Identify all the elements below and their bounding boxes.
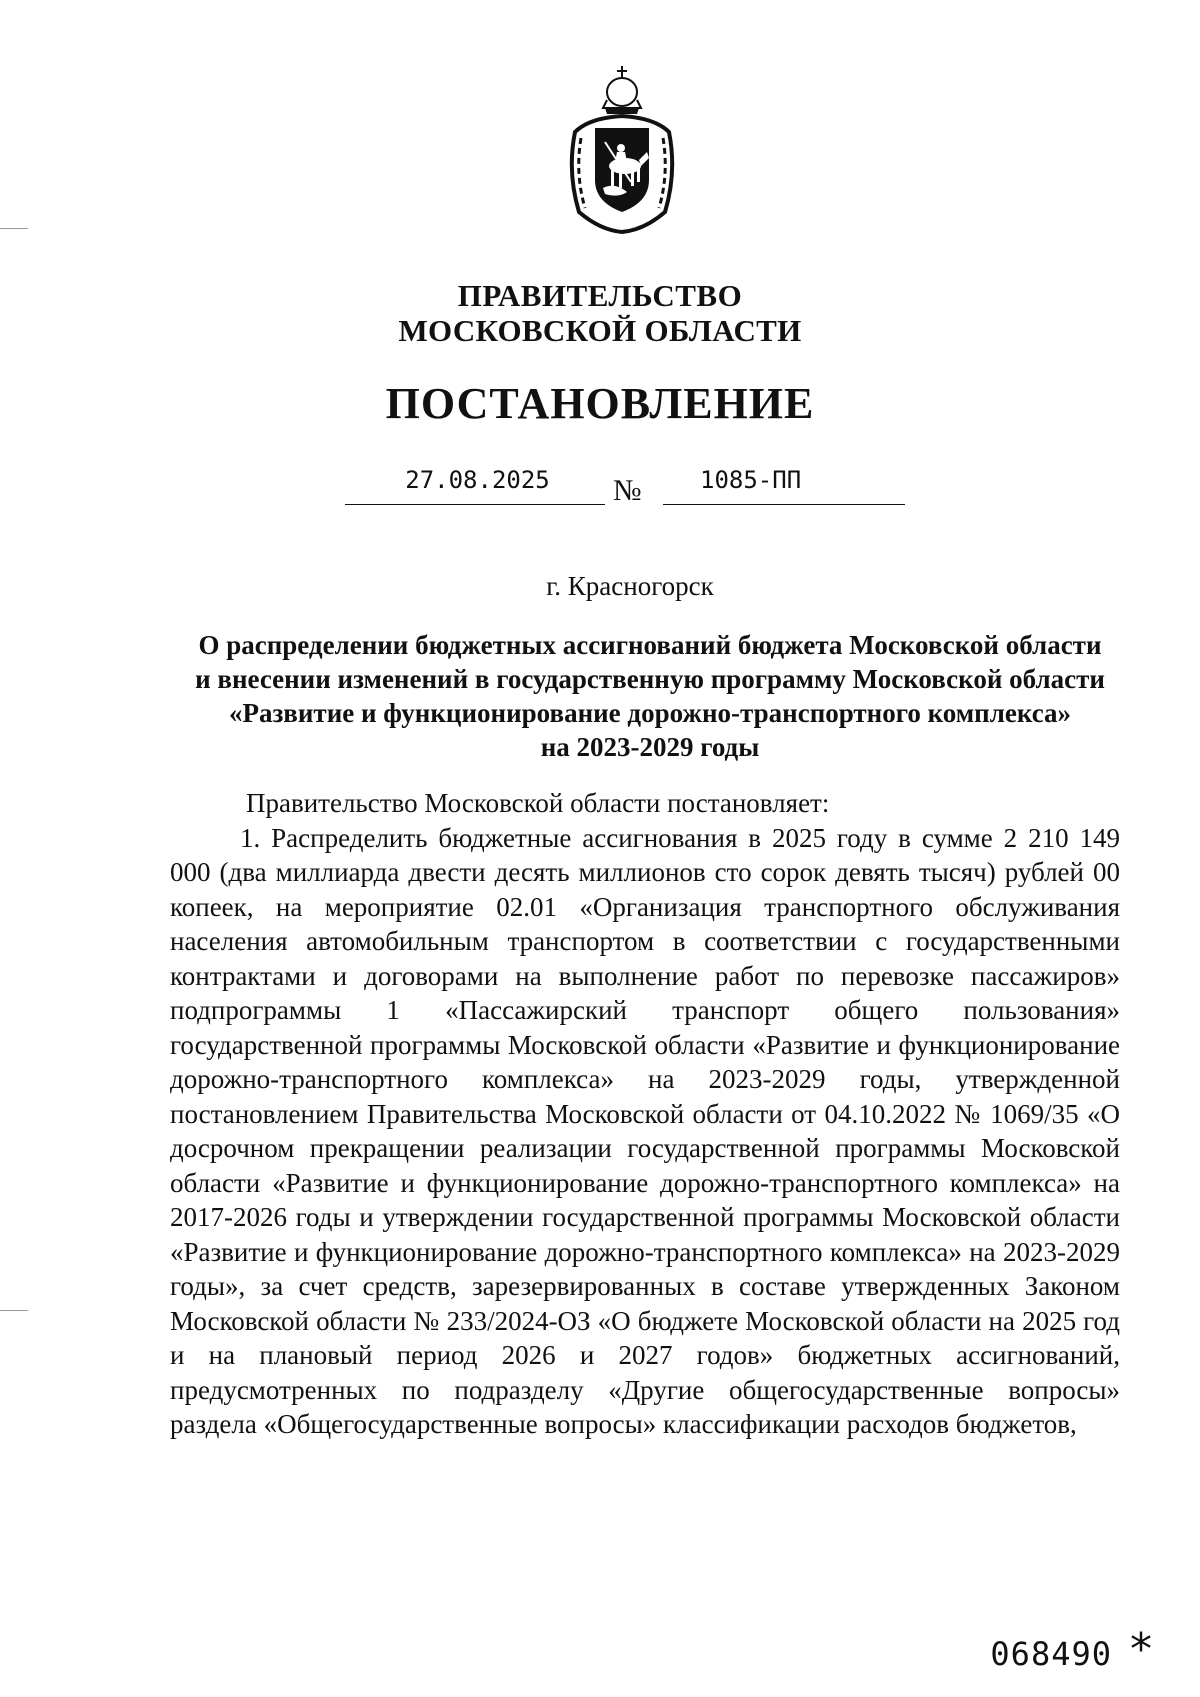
subject-line: и внесении изменений в государственную программу Московской области	[195, 664, 1105, 694]
number-underline	[663, 504, 905, 505]
document-serial-code: 068490	[990, 1635, 1112, 1673]
document-date: 27.08.2025	[405, 466, 550, 494]
moscow-oblast-coat-of-arms-icon	[565, 62, 679, 234]
registration-line	[345, 466, 905, 510]
scan-edge-mark	[0, 228, 28, 229]
date-underline	[345, 504, 605, 505]
government-name-line1: ПРАВИТЕЛЬСТВО	[457, 278, 743, 313]
document-number: 1085-ПП	[700, 466, 802, 494]
document-subject	[170, 628, 1130, 764]
document-body	[170, 786, 1120, 1442]
subject-line: на 2023-2029 годы	[540, 732, 760, 762]
document-type-title: ПОСТАНОВЛЕНИЕ	[385, 379, 815, 428]
government-name-line2: МОСКОВСКОЙ ОБЛАСТИ	[398, 313, 802, 348]
number-sign: №	[613, 474, 642, 507]
paragraph-1: 1. Распределить бюджетные ассигнования в 2025 году в сумме 2 210 149 000 (два миллиарда двести десять миллионов сто сорок девять тысяч) рублей 00 копеек, на мероприятие 02.01 «Организация транспортного обслуживания населения автомобильным транспортом в соответствии с государственными контрактами и договорами на выполнение работ по перевозке пассажиров» подпрограммы 1 «Пассажирский транспорт общего пользования» государственной программы Московской области «Развитие и функционирование дорожно-транспортного комплекса» на 2023-2029 годы, утвержденной постановлением Правительства Московской области от 04.10.2022 № 1069/35 «О досрочном прекращении реализации государственной программы Московской области «Развитие и функционирование дорожно-транспортного комплекса» на 2017-2026 годы и утверждении государственной программы Московской области «Развитие и функционирование дорожно-транспортного комплекса» на 2023-2029 годы», за счет средств, зарезервированных в составе утвержденных Законом Московской области № 233/2024-ОЗ «О бюджете Московской области на 2025 год и на плановый период 2026 и 2027 годов» бюджетных ассигнований, предусмотренных по подразделу «Другие общегосударственные вопросы» раздела «Общегосударственные вопросы» классификации расходов бюджетов,	[170, 822, 1120, 1439]
star-mark: *	[1130, 1624, 1152, 1675]
subject-line: О распределении бюджетных ассигнований бюджета Московской области	[198, 630, 1102, 660]
intro-sentence: Правительство Московской области постановляет:	[246, 788, 830, 818]
issuing-city: г. Красногорск	[546, 571, 714, 601]
subject-line: «Развитие и функционирование дорожно-транспортного комплекса»	[228, 698, 1072, 728]
scan-edge-mark	[0, 1310, 28, 1311]
